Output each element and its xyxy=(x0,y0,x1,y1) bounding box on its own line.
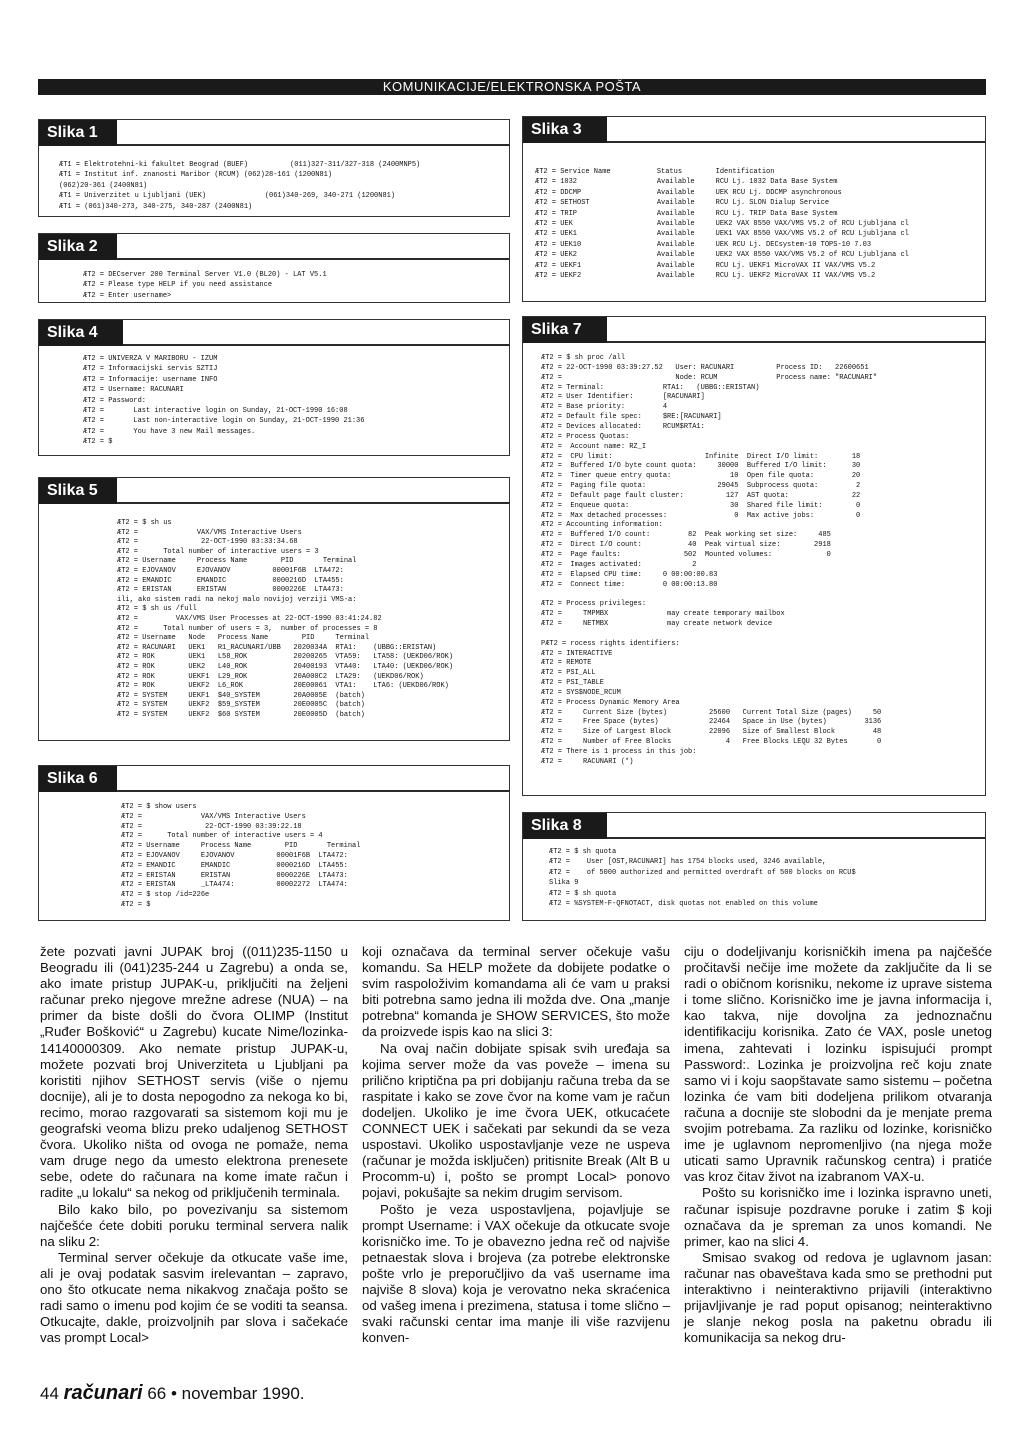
listing-line: ÆT2 = DECserver 200 Terminal Server V1.0 (BL20) - LAT V5.1 xyxy=(83,271,327,279)
listing-line: (062)20-361 (2400N81) xyxy=(59,181,148,190)
listing-line: ÆT1 = Univerzitet u Ljubljani (UEK) (061)340-269, 340-271 (1200N81) xyxy=(59,192,396,201)
listing-line: ÆT2 = Informacije: username INFO xyxy=(83,375,218,384)
listing-line: ÆT2 = Terminal: RTA1: (UBBG::ERISTAN) xyxy=(541,383,760,392)
listing-line: ÆT2 = Connect time: 0 00:00:13.80 xyxy=(541,580,718,589)
paragraph: ciju o dodeljivanju korisničkih imena pa najčešće pročitavši nečije ime možete da zaključite da li se radi o običnom korisniku, nekome iz uprave sistema i tome slično. Korisničko ime je javna informacija i, kao takva, nije dovoljna za jednoznačnu identifikaciju korisnika. Zato će VAX, posle unetog imena, zahtevati i lozinku ispisujući prompt Password:. Lozinka je proizvoljna reč koju znate samo vi i koju saopštavate samo sistemu – početna lozinka će vam biti dodeljena prilikom otvaranja računa a docnije ste slobodni da je menjate prema svojim potrebama. Za razliku od lozinke, korisničko ime je uglavnom nepromenljivo (na njega može uticati samo Upravnik računskog centra) i pratiće vas kroz čitav život na izabranom VAX-u. xyxy=(684,944,992,1185)
figure-title: Slika 4 xyxy=(39,320,123,346)
paragraph: Pošto su korisničko ime i lozinka ispravno uneti, računar ispisuje pozdravne poruke i zatim $ koji označava da je spreman za unos komandi. Ne primer, kao na slici 4. xyxy=(684,1185,992,1249)
bullet-separator: • xyxy=(170,1384,177,1403)
listing-line: ÆT2 = Username Process Name PID Terminal xyxy=(117,557,357,566)
page-footer xyxy=(40,1382,305,1405)
figure-slika-7 xyxy=(522,316,986,796)
page-number: 44 xyxy=(40,1384,59,1403)
listing-line: PÆT2 = rocess rights identifiers: xyxy=(541,639,680,648)
listing-line: ÆT2 = $ sh proc /all xyxy=(541,354,626,362)
listing-line: ÆT2 = Number of Free Blocks 4 Free Blocks LEQU 32 Bytes 0 xyxy=(541,738,882,747)
listing-line: ÆT2 = Process Quotas: xyxy=(541,432,630,441)
listing-line: ÆT2 = VAX/VMS User Processes at 22-OCT-1990 03:41:24.82 xyxy=(117,615,382,623)
paragraph: Pošto je veza uspostavljena, pojavljuje se prompt Username: i VAX očekuje da otkucate svoje korisničko ime. To je obavezno jedna reč od najviše petnaestak slova i brojeva (za potrebe elektronske pošte vrlo je preporučljivo da vaš username ima najviše 8 slova) koja je verovatno neka skraćenica od vašeg imena i prezimena, statusa i tome slično – svaki računski centar ima manje ili više razvijenu konven- xyxy=(362,1201,670,1346)
listing-line: ÆT2 = Informacijski servis SZTIJ xyxy=(83,365,218,374)
figure-slika-8 xyxy=(522,812,986,921)
listing-line: ÆT2 = UEKF1 Available RCU Lj. UEKF1 MicroVAX II VAX/VMS V5.2 xyxy=(535,261,876,270)
listing-line: ÆT2 = NETMBX may create network device xyxy=(541,619,773,628)
text-column-3 xyxy=(684,944,992,1346)
listing-line: ÆT2 = RACUNARI UEK1 R1_RACUNARI/UBB 2020034A RTA1: (UBBG::ERISTAN) xyxy=(117,643,437,652)
listing-line: ÆT2 = There is 1 process in this job: xyxy=(541,748,697,756)
listing-line: ÆT2 = of 5000 authorized and permitted overdraft of 500 blocks on RCU$ xyxy=(549,868,856,877)
figure-title: Slika 1 xyxy=(39,120,117,146)
listing-line: ÆT2 = UEKF2 Available RCU Lj. UEKF2 MicroVAX II VAX/VMS V5.2 xyxy=(535,272,876,280)
text-column-1 xyxy=(40,944,348,1346)
paragraph: koji označava da terminal server očekuje vašu komandu. Sa HELP možete da dobijete podatke o svim raspoloživim komandama ali će vam u praksi biti potrebna samo jedna ili možda dve. Ona „manje potrebna“ komanda je SHOW SERVICES, što može da proizvede ispis kao na slici 3: xyxy=(362,944,670,1040)
listing-line: ÆT2 = TRIP Available RCU Lj. TRIP Data Base System xyxy=(535,209,838,218)
listing-line: ÆT2 = Account name: RZ_I xyxy=(541,442,647,451)
text-column-2 xyxy=(362,944,670,1346)
listing-line: ÆT2 = VAX/VMS Interactive Users xyxy=(117,528,302,537)
listing-line: ÆT2 = Username Node Process Name PID Terminal xyxy=(117,634,370,643)
listing-line: ÆT2 = Default page fault cluster: 127 AST quota: 22 xyxy=(541,491,861,500)
listing-line: ÆT2 = PSI_ALL xyxy=(541,669,596,678)
listing-line: ÆT2 = UNIVERZA V MARIBORU - IZUM xyxy=(83,355,218,363)
listing-line: ÆT2 = $ sh quota xyxy=(549,848,617,856)
listing-line: ÆT1 = (061)340-273, 340-275, 340-287 (2400N81) xyxy=(59,202,253,211)
listing-line: ÆT2 = 22-OCT-1990 03:39:22.18 xyxy=(121,822,302,831)
listing-line: ÆT2 = EJOVANOV EJOVANOV 00001F6B LTA472: xyxy=(117,567,344,575)
listing-line: ÆT1 = Institut inf. znanosti Maribor (RCUM) (062)28-161 (1200N81) xyxy=(59,171,333,180)
paragraph: Na ovaj način dobijate spisak svih uređaja sa kojima server može da vas poveže – imena su prilično kriptična pa pri dobijanju računa treba da se raspitate i kako se zove čvor na kome vam je račun dodeljen. Ukoliko je ime čvora UEK, otkucaćete CONNECT UEK i sačekati par sekundi da se veza uspostavi. Ukoliko uspostavljanje veze ne uspeva (računar je možda isključen) pritisnite Break (Alt B u Procomm-u) i, pošto se prompt Local> ponovo pojavi, pokušajte sa nekim drugim servisom. xyxy=(362,1040,670,1201)
paragraph: Smisao svakog od redova je uglavnom jasan: računar nas obaveštava kada smo se prethodni put interaktivno i neinteraktivno prijavili (interaktivno prijavljivanje je rad poput opisanog; neinteraktivno je slanje nekog posla na paketnu obradu ili komunikacija sa nekog dru- xyxy=(684,1249,992,1346)
listing-line: ÆT2 = SYS$NODE_RCUM xyxy=(541,688,621,697)
listing-line: ÆT2 = ERISTAN ERISTAN 0000226E LTA473: xyxy=(121,871,348,880)
listing-line: ÆT2 = TMPMBX may create temporary mailbox xyxy=(541,610,785,619)
listing-line: ÆT2 = Page faults: 502 Mounted volumes: 0 xyxy=(541,551,831,559)
listing-line: ÆT1 = Elektrotehni-ki fakultet Beograd (BUEF) (011)327-311/327-318 (2400MNP5) xyxy=(59,161,421,169)
listing-line: ÆT2 = ROK UEKF1 L29_ROK 20A000C2 LTA29: (UEKD06/ROK) xyxy=(117,672,424,681)
paragraph: Terminal server očekuje da otkucate vaše ime, ali je ovaj podatak sasvim irelevantan – zapravo, ono što otkucate nema nikakvog značaja pošto se radi samo o imenu pod kojim će se voditi ta seansa. Otkucajte, dakle, proizvoljnih par slova i sačekaće vas prompt Local> xyxy=(40,1249,348,1346)
listing-line: ÆT2 = Timer queue entry quota: 10 Open file quota: 20 xyxy=(541,472,861,481)
listing-line: ÆT2 = Password: xyxy=(83,396,147,405)
listing-line: ÆT2 = Process Dynamic Memory Area xyxy=(541,698,680,707)
figure-title: Slika 7 xyxy=(523,317,607,343)
listing-line: ÆT2 = Enqueue quota: 30 Shared file limit: 0 xyxy=(541,501,861,510)
listing-line: ÆT2 = Total number of interactive users = 4 xyxy=(121,832,323,841)
listing-line: ÆT2 = REMOTE xyxy=(541,659,592,668)
figure-slika-5 xyxy=(38,477,510,741)
listing-line: ÆT2 = Buffered I/O byte count quota: 30000 Buffered I/O limit: 30 xyxy=(541,462,861,471)
listing-line: ÆT2 = Enter username> xyxy=(83,291,172,300)
issue-date: novembar 1990. xyxy=(181,1384,305,1403)
listing-line: ÆT2 = $ sh us xyxy=(117,519,172,527)
listing-line: ÆT2 = ERISTAN ERISTAN 0000226E LTA473: xyxy=(117,586,344,595)
listing-line: ÆT2 = 22-OCT-1990 03:33:34.68 xyxy=(117,538,298,547)
listing-line: ÆT2 = UEK Available UEK2 VAX 8550 VAX/VMS V5.2 of RCU Ljubljana cl xyxy=(535,220,909,228)
listing-line: ÆT2 = Process privileges: xyxy=(541,600,647,609)
listing-line: ÆT2 = RACUNARI (*) xyxy=(541,757,634,766)
listing-line: ÆT2 = ROK UEK1 L58_ROK 20200265 VTA59: LTA58: (UEKD06/ROK) xyxy=(117,653,454,662)
listing-line: ili, ako sistem radi na nekoj malo novijoj verziji VMS-a: xyxy=(117,595,357,604)
listing-line: ÆT2 = 1032 Available RCU Lj. 1032 Data Base System xyxy=(535,178,838,187)
paragraph: žete pozvati javni JUPAK broj ((011)235-1150 u Beogradu ili (041)235-244 u Zagrebu) a onda se, ako imate pristup JUPAK-u, priključiti na željeni računar preko njegove mrežne adrese (NUA) – na primer da biste došli do čvora OLIMP (Institut „Ruđer Bošković“ u Zagrebu) kucate Nime/lozinka-14140000309. Ako nemate pristup JUPAK-u, možete pozvati broj Univerziteta u Ljubljani pa koristiti njihov SETHOST servis (više o njemu docnije), ali je to dosta nepogodno za nekoga ko bi, recimo, morao razgovarati sa sistemom koji mu je geografski veoma blizu preko udaljenog SETHOST čvora. Ukoliko ništa od ovoga ne pomaže, nema vam druge nego da umesto elektrona prenesete sebe, odete do računara na kome imate račun i radite „u lokalu“ sa nekog od priključenih terminala. xyxy=(40,944,348,1201)
figure-slika-6 xyxy=(38,765,510,921)
listing-line: ÆT2 = Free Space (bytes) 22464 Space in Use (bytes) 3136 xyxy=(541,718,882,727)
listing-line: ÆT2 = SYSTEM UEKF2 $59_SYSTEM 20E0005C (batch) xyxy=(117,701,365,710)
listing-line: ÆT2 = Size of Largest Block 22096 Size of Smallest Block 48 xyxy=(541,728,882,737)
listing-line: ÆT2 = UEK1 Available UEK1 VAX 8550 VAX/VMS V5.2 of RCU Ljubljana cl xyxy=(535,230,909,239)
listing-line: ÆT2 = SETHOST Available RCU Lj. SLON Dialup Service xyxy=(535,199,830,208)
listing-line: ÆT2 = User Identifier: [RACUNARI] xyxy=(541,393,705,402)
magazine-logo: računari xyxy=(63,1382,143,1404)
listing-line: ÆT2 = $ stop /id=226e xyxy=(121,891,210,900)
listing-line: ÆT2 = ROK UEKF2 L6_ROK 20E00061 VTA1: LTA6: (UEKD06/ROK) xyxy=(117,682,449,691)
figure-title: Slika 2 xyxy=(39,234,117,260)
listing-line: ÆT2 = UEK10 Available UEK RCU Lj. DECsystem-10 TOPS-10 7.03 xyxy=(535,240,872,249)
listing-line: ÆT2 = Devices allocated: RCUM$RTA1: xyxy=(541,422,705,431)
figure-slika-2 xyxy=(38,233,510,303)
listing-line: ÆT2 = SYSTEM UEKF2 $60 SYSTEM 20E0005D (batch) xyxy=(117,711,365,719)
listing-line: ÆT2 = Username Process Name PID Terminal xyxy=(121,842,361,851)
listing-line: ÆT2 = Service Name Status Identification xyxy=(535,168,775,176)
listing-line: Slika 9 xyxy=(549,879,579,888)
listing-line: ÆT2 = EMANDIC EMANDIC 0000216D LTA455: xyxy=(121,861,348,870)
figure-slika-4 xyxy=(38,319,510,456)
listing-line: ÆT2 = Node: RCUM Process name: "RACUNARI" xyxy=(541,373,878,382)
listing-line: ÆT2 = Elapsed CPU time: 0 00:00:00.83 xyxy=(541,570,718,579)
listing-line: ÆT2 = 22-OCT-1990 03:39:27.52 User: RACUNARI Process ID: 22600651 xyxy=(541,363,869,372)
figure-title: Slika 6 xyxy=(39,766,117,792)
listing-line: ÆT2 = SYSTEM UEKF1 $40_SYSTEM 20A0005E (batch) xyxy=(117,691,365,700)
listing-line: ÆT2 = $ show users xyxy=(121,803,197,811)
figure-title: Slika 3 xyxy=(523,117,607,143)
listing-line: ÆT2 = Last non-interactive login on Sunday, 21-OCT-1990 21:36 xyxy=(83,417,365,426)
listing-line: ÆT2 = DDCMP Available UEK RCU Lj. DDCMP asynchronous xyxy=(535,188,842,197)
paragraph: Bilo kako bilo, po povezivanju sa sistemom najčešće ćete dobiti poruku terminal servera nalik na sliku 2: xyxy=(40,1201,348,1249)
listing-line: ÆT2 = ROK UEK2 L40_ROK 20400193 VTA40: LTA40: (UEKD06/ROK) xyxy=(117,663,454,671)
listing-line: ÆT2 = EJOVANOV EJOVANOV 00001F6B LTA472: xyxy=(121,852,348,860)
issue-number: 66 xyxy=(147,1384,167,1403)
listing-line: ÆT2 = You have 3 new Mail messages. xyxy=(83,427,256,436)
listing-line: ÆT2 = EMANDIC EMANDIC 0000216D LTA455: xyxy=(117,576,344,585)
listing-line: ÆT2 = Paging file quota: 29045 Subprocess quota: 2 xyxy=(541,482,861,491)
figure-title: Slika 8 xyxy=(523,813,607,839)
listing-line: ÆT2 = INTERACTIVE xyxy=(541,649,613,658)
listing-line: ÆT2 = Default file spec: $RE:[RACUNARI] xyxy=(541,413,722,422)
section-header: KOMUNIKACIJE/ELEKTRONSKA POŠTA xyxy=(38,79,986,95)
listing-line: ÆT2 = ERISTAN _LTA474: 00002272 LTA474: xyxy=(121,881,348,890)
listing-line: ÆT2 = Please type HELP if you need assistance xyxy=(83,281,273,290)
listing-line: ÆT2 = Buffered I/O count: 82 Peak working set size: 485 xyxy=(541,531,831,540)
figure-slika-3 xyxy=(522,116,986,302)
figure-slika-1 xyxy=(38,119,510,217)
listing-line: ÆT2 = $ xyxy=(121,901,151,909)
listing-line: ÆT2 = User [OST,RACUNARI] has 1754 blocks used, 3246 available, xyxy=(549,858,827,867)
listing-line: ÆT2 = $ sh us /full xyxy=(117,605,197,614)
listing-line: ÆT2 = UEK2 Available UEK2 VAX 8550 VAX/VMS V5.2 of RCU Ljubljana cl xyxy=(535,251,909,260)
listing-line: ÆT2 = CPU limit: Infinite Direct I/O limit: 18 xyxy=(541,452,861,461)
listing-line: ÆT2 = VAX/VMS Interactive Users xyxy=(121,812,306,821)
listing-line: ÆT2 = Current Size (bytes) 25600 Current Total Size (pages) 50 xyxy=(541,708,882,717)
listing-line: ÆT2 = Max detached processes: 0 Max active jobs: 0 xyxy=(541,511,861,520)
listing-line: ÆT2 = $ xyxy=(83,438,113,447)
listing-line: ÆT2 = Username: RACUNARI xyxy=(83,386,184,395)
figure-title: Slika 5 xyxy=(39,478,117,504)
listing-line: ÆT2 = $ sh quota xyxy=(549,889,617,898)
listing-line: ÆT2 = PSI_TABLE xyxy=(541,679,605,688)
listing-line: ÆT2 = Last interactive login on Sunday, 21-OCT-1990 16:08 xyxy=(83,407,348,415)
listing-line: ÆT2 = Direct I/O count: 40 Peak virtual size: 2918 xyxy=(541,541,831,550)
listing-line: ÆT2 = Base priority: 4 xyxy=(541,403,668,412)
listing-line: ÆT2 = Images activated: 2 xyxy=(541,560,697,569)
listing-line: ÆT2 = %SYSTEM-F-QFNOTACT, disk quotas not enabled on this volume xyxy=(549,900,818,908)
listing-line: ÆT2 = Total number of users = 3, number of processes = 8 xyxy=(117,624,378,633)
listing-line: ÆT2 = Total number of interactive users = 3 xyxy=(117,547,319,556)
listing-line: ÆT2 = Accounting information: xyxy=(541,521,663,530)
